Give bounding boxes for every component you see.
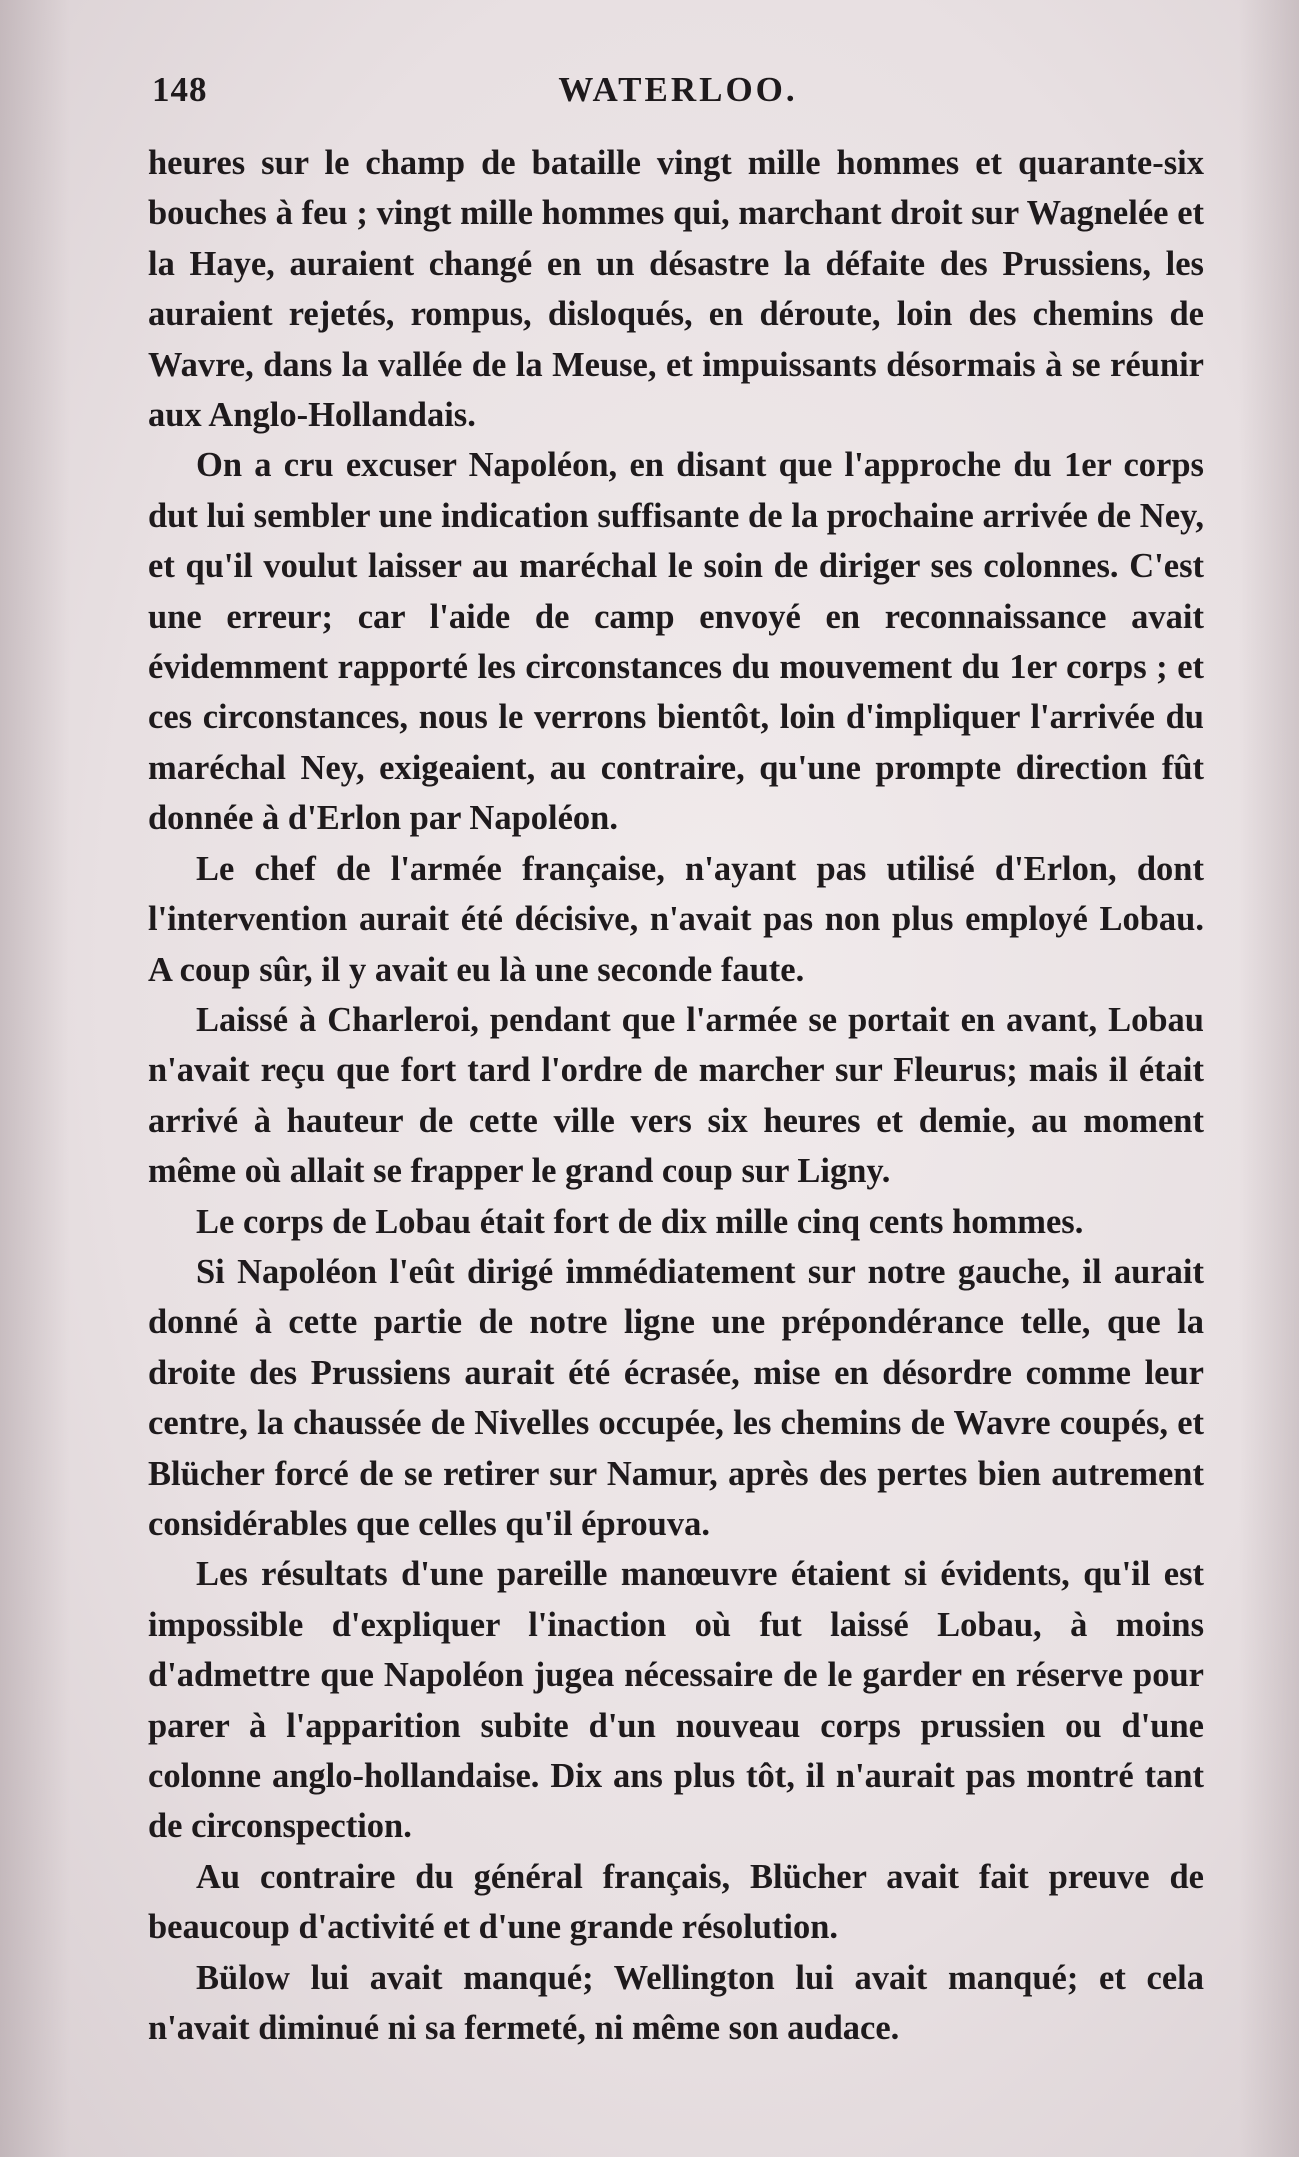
running-head: WATERLOO. <box>558 70 798 109</box>
paragraph: On a cru excuser Napoléon, en disant que l'approche du 1er corps dut lui sembler une indication suffisante de la prochaine arrivée de Ney, et qu'il voulut laisser au maréchal le soin de diriger ses colonnes. C'est une erreur; car l'aide de camp envoyé en reconnaissance avait évidemment rapporté les circonstances du mouvement du 1er corps ; et ces circonstances, nous le verrons bientôt, loin d'impliquer l'arrivée du maréchal Ney, exigeaient, au contraire, qu'une prompte direction fût donnée à d'Erlon par Napoléon. <box>148 446 1204 838</box>
paragraph: Bülow lui avait manqué; Wellington lui avait manqué; et cela n'avait diminué ni sa fermeté, ni même son audace. <box>148 1958 1204 2048</box>
paragraph: Les résultats d'une pareille manœuvre étaient si évidents, qu'il est impossible d'expliquer l'inaction où fut laissé Lobau, à moins d'admettre que Napoléon jugea nécessaire de le garder en réserve pour parer à l'apparition subite d'un nouveau corps prussien ou d'une colonne anglo-hollandaise. Dix ans plus tôt, il n'aurait pas montré tant de circonspection. <box>148 1555 1204 1846</box>
paragraph: Si Napoléon l'eût dirigé immédiatement sur notre gauche, il aurait donné à cette partie de notre ligne une prépondérance telle, que la droite des Prussiens aurait été écrasée, mise en désordre comme leur centre, la chaussée de Nivelles occupée, les chemins de Wavre coupés, et Blücher forcé de se retirer sur Namur, après des pertes bien autrement considérables que celles qu'il éprouva. <box>148 1252 1204 1543</box>
paragraph: Au contraire du général français, Blücher avait fait preuve de beaucoup d'activité et d'une grande résolution. <box>148 1857 1204 1947</box>
paragraph: Laissé à Charleroi, pendant que l'armée se portait en avant, Lobau n'avait reçu que fort tard l'ordre de marcher sur Fleurus; mais il était arrivé à hauteur de cette ville vers six heures et demie, au moment même où allait se frapper le grand coup sur Ligny. <box>148 1000 1204 1191</box>
paragraph: Le chef de l'armée française, n'ayant pas utilisé d'Erlon, dont l'intervention aurait été décisive, n'avait pas non plus employé Lobau. A coup sûr, il y avait eu là une seconde faute. <box>148 849 1204 989</box>
paragraph: heures sur le champ de bataille vingt mille hommes et quarante-six bouches à feu ; vingt mille hommes qui, marchant droit sur Wagnelée et la Haye, auraient changé en un désastre la défaite des Prussiens, les auraient rejetés, rompus, disloqués, en déroute, loin des chemins de Wavre, dans la vallée de la Meuse, et impuissants désormais à se réunir aux Anglo-Hollandais. <box>148 144 1204 435</box>
page-header <box>152 70 1204 120</box>
paragraph: Le corps de Lobau était fort de dix mille cinq cents hommes. <box>196 1202 1084 1241</box>
body-text <box>148 138 1204 2053</box>
page-number: 148 <box>152 70 208 109</box>
